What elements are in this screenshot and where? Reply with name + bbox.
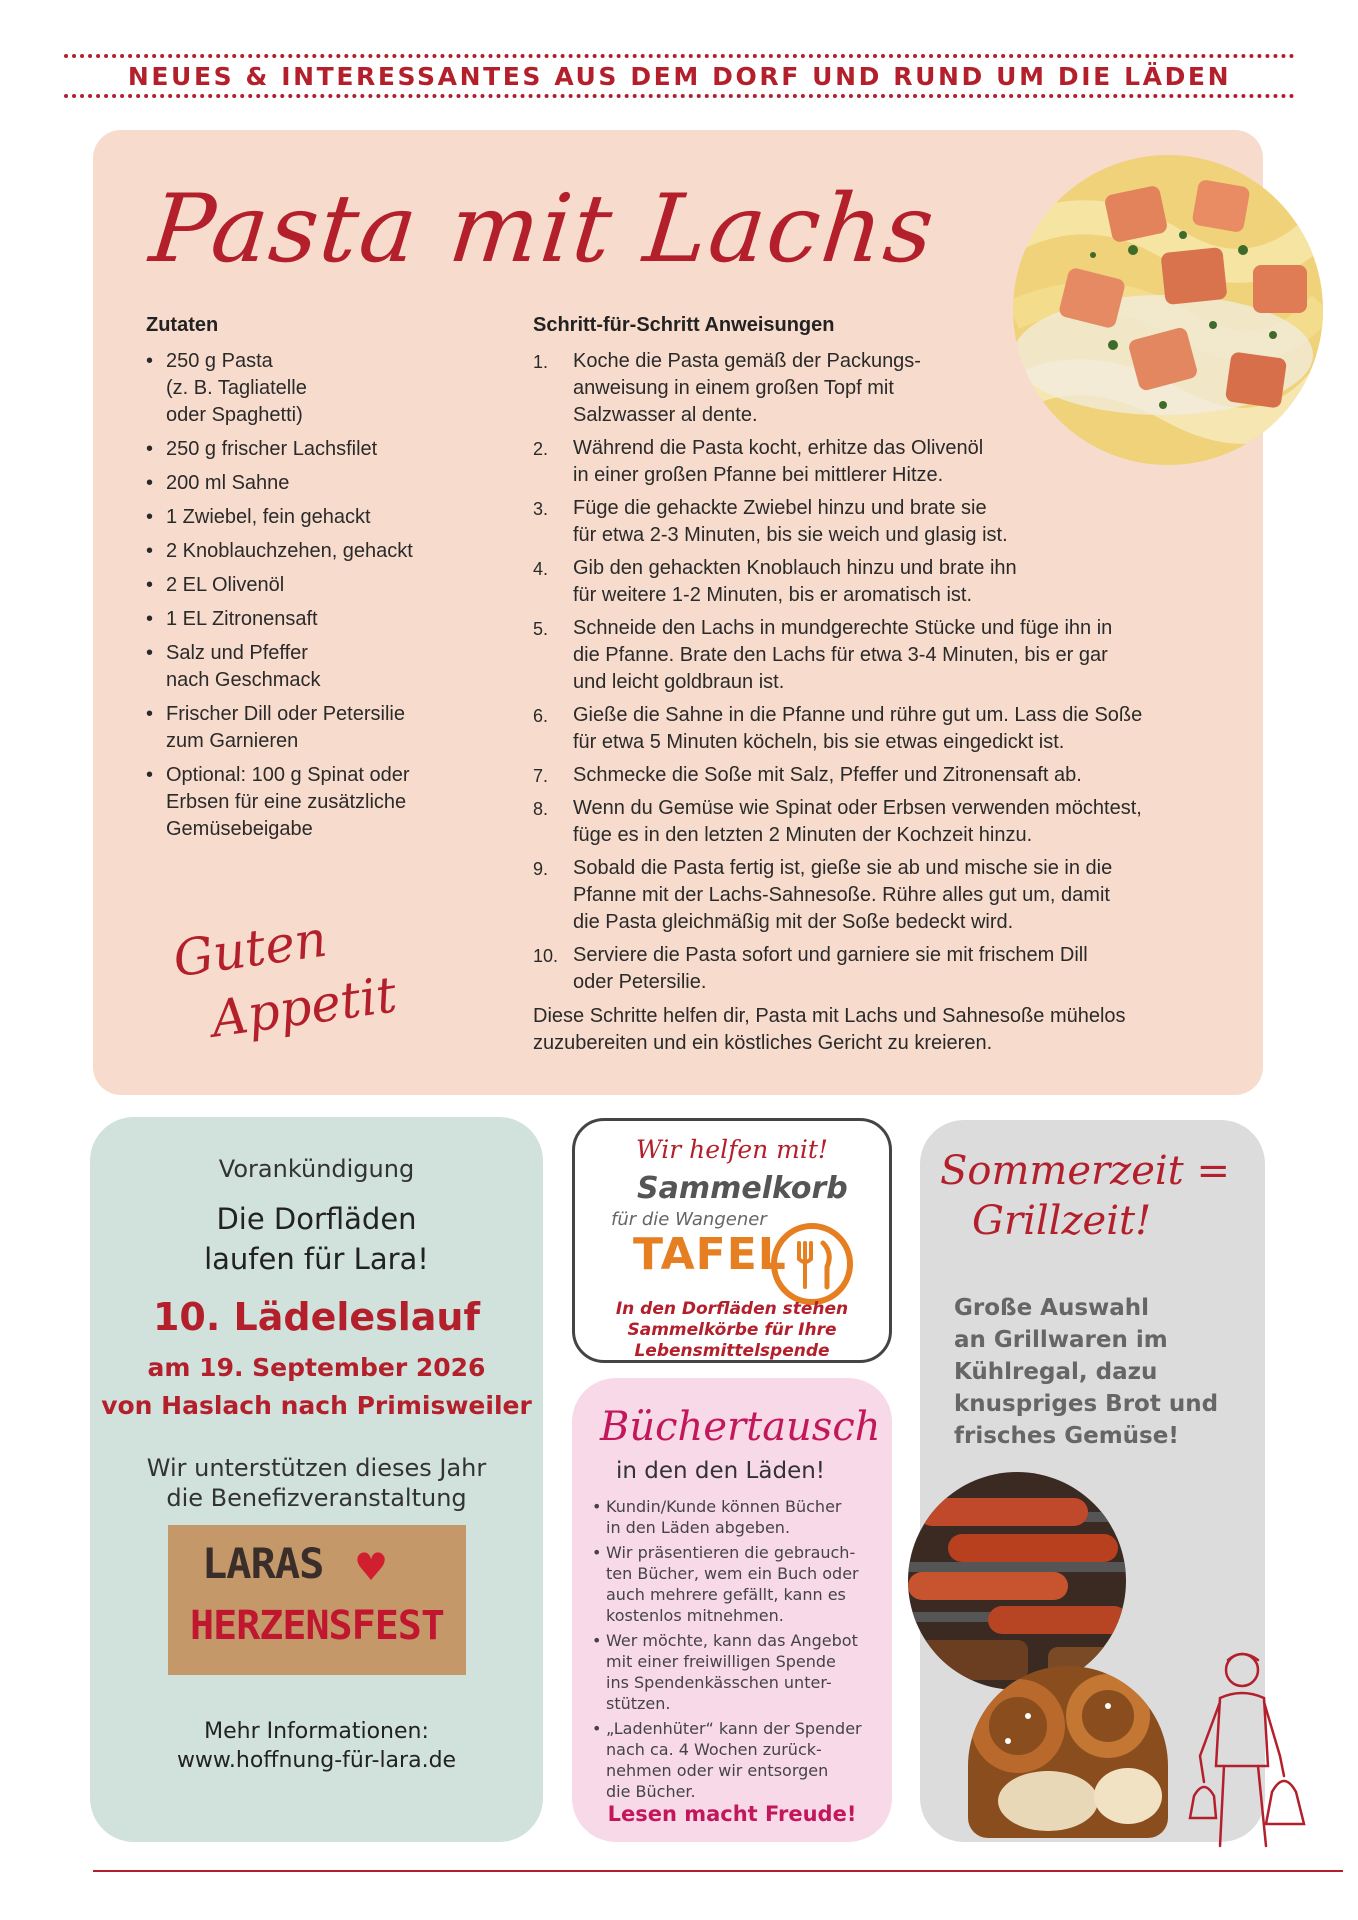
recipe-title: Pasta mit Lachs: [145, 175, 941, 284]
tafel-title: Sammelkorb: [637, 1171, 848, 1206]
ingredient-item: • 200 ml Sahne: [146, 470, 466, 497]
ingredient-item: • Frischer Dill oder Petersilie zum Garnieren: [146, 701, 466, 755]
step-item: 10. Serviere die Pasta sofort und garniere sie mit frischem Dill oder Petersilie.: [533, 944, 1088, 993]
step-item: 8. Wenn du Gemüse wie Spinat oder Erbsen verwenden möchtest, füge es in den letzten 2 Minuten der Kochzeit hinzu.: [533, 797, 1142, 846]
steps-heading: Schritt-für-Schritt Anweisungen: [533, 314, 835, 336]
tafel-script: Wir helfen mit!: [636, 1135, 828, 1164]
lauf-more-info: Mehr Informationen: www.hoffnung-für-lara.de: [176, 1719, 457, 1773]
ingredients-list: [146, 348, 466, 850]
ingredient-item: • 1 EL Zitronensaft: [146, 606, 466, 633]
buecher-sub: in den den Läden!: [616, 1458, 826, 1484]
buecher-bullet: • Wir präsentieren die gebrauch- ten Bücher, wem ein Buch oder auch mehrere gefällt, kann es kostenlos mitnehmen.: [592, 1543, 859, 1625]
tafel-sub: für die Wangener: [611, 1209, 767, 1230]
step-item: 4. Gib den gehackten Knoblauch hinzu und brate ihn für weitere 1-2 Minuten, bis er aromatisch ist.: [533, 557, 1017, 606]
lauf-headline: Die Dorfläden laufen für Lara!: [204, 1202, 429, 1276]
buecher-footer: Lesen macht Freude!: [607, 1802, 857, 1826]
header-dots-bottom: [64, 94, 1295, 98]
buecher-bullet: • Kundin/Kunde können Bücher in den Läden abgeben.: [592, 1497, 842, 1537]
lauf-support: Wir unterstützen dieses Jahr die Benefizveranstaltung: [146, 1454, 487, 1512]
laras-herzensfest-logo: LARAS ♥ HERZENSFEST: [168, 1525, 466, 1675]
buecher-bullet: • Wer möchte, kann das Angebot mit einer freiwilligen Spende ins Spendenkässchen unter- stützen.: [592, 1631, 858, 1713]
lauf-kicker: Vorankündigung: [218, 1155, 415, 1183]
step-item: 9. Sobald die Pasta fertig ist, gieße sie ab und mische sie in die Pfanne mit der Lachs-Sahnesoße. Rühre alles gut um, damit die Pasta gleichmäßig mit der Soße bedeckt wird.: [533, 857, 1113, 933]
shopper-illustration: [1180, 1646, 1330, 1856]
sausages-photo: [908, 1472, 1126, 1690]
grill-text: Große Auswahl an Grillwaren im Kühlregal, dazu knuspriges Brot und frisches Gemüse!: [954, 1295, 1219, 1449]
bottom-divider: [93, 1870, 1343, 1872]
ingredient-item: • 250 g Pasta (z. B. Tagliatelle oder Spaghetti): [146, 348, 466, 429]
ingredient-item: • 1 Zwiebel, fein gehackt: [146, 504, 466, 531]
tafel-brand: TAFEL: [633, 1229, 787, 1280]
header-title: NEUES & INTERESSANTES AUS DEM DORF UND RUND UM DIE LÄDEN: [127, 62, 1232, 91]
step-item: 1. Koche die Pasta gemäß der Packungs- anweisung in einem großen Topf mit Salzwasser al dente.: [533, 350, 921, 426]
buecher-bullet: • „Ladenhüter“ kann der Spender nach ca. 4 Wochen zurück- nehmen oder wir entsorgen die Bücher.: [592, 1719, 862, 1801]
fork-knife-icon: [771, 1223, 853, 1305]
ingredient-item: • Salz und Pfeffer nach Geschmack: [146, 640, 466, 694]
step-item: 6. Gieße die Sahne in die Pfanne und rühre gut um. Lass die Soße für etwa 5 Minuten köcheln, bis sie etwas eingedickt ist.: [533, 704, 1143, 753]
grill-box: [920, 1120, 1265, 1842]
steps-outro: Diese Schritte helfen dir, Pasta mit Lachs und Sahnesoße mühelos zuzubereiten und ein köstliches Gericht zu kreieren.: [533, 1005, 1126, 1054]
step-item: 3. Füge die gehackte Zwiebel hinzu und brate sie für etwa 2-3 Minuten, bis sie weich und glasig ist.: [533, 497, 1008, 546]
ingredient-item: • 250 g frischer Lachsfilet: [146, 436, 466, 463]
step-item: 7. Schmecke die Soße mit Salz, Pfeffer und Zitronensaft ab.: [533, 764, 1082, 786]
header-dots-top: [64, 54, 1295, 58]
grill-script-line1: Sommerzeit =: [940, 1148, 1230, 1194]
lauf-route: von Haslach nach Primisweiler: [101, 1391, 532, 1420]
tafel-text: In den Dorfläden stehen Sammelkörbe für Ihre Lebensmittelspende: [615, 1299, 849, 1361]
heart-icon: ♥: [354, 1545, 389, 1589]
tafel-box: [572, 1118, 892, 1363]
lauf-event: 10. Lädeleslauf: [152, 1295, 481, 1339]
ingredient-item: • 2 EL Olivenöl: [146, 572, 466, 599]
lauf-date: am 19. September 2026: [147, 1353, 486, 1382]
steps-list: [533, 348, 1358, 1002]
pretzels-photo: [968, 1666, 1168, 1838]
ingredients-heading: Zutaten: [146, 314, 219, 336]
buecher-bullets: [592, 1496, 888, 1802]
buechertausch-box: [572, 1378, 892, 1842]
ingredient-item: • Optional: 100 g Spinat oder Erbsen für eine zusätzliche Gemüsebeigabe: [146, 762, 466, 843]
lauf-url[interactable]: www.hoffnung-für-lara.de: [176, 1748, 457, 1773]
step-item: 5. Schneide den Lachs in mundgerechte Stücke und füge ihn in die Pfanne. Brate den Lachs für etwa 3-4 Minuten, bis er gar und leicht goldbraun ist.: [533, 617, 1113, 693]
grill-script-line2: Grillzeit!: [972, 1198, 1152, 1244]
ingredient-item: • 2 Knoblauchzehen, gehackt: [146, 538, 466, 565]
step-item: 2. Während die Pasta kocht, erhitze das Olivenöl in einer großen Pfanne bei mittlerer Hitze.: [533, 437, 984, 486]
recipe-panel: [93, 130, 1263, 1095]
guten-appetit-signoff: Guten Appetit: [169, 909, 401, 1049]
buecher-script: Büchertausch: [600, 1404, 881, 1450]
lauf-box: [90, 1117, 543, 1842]
